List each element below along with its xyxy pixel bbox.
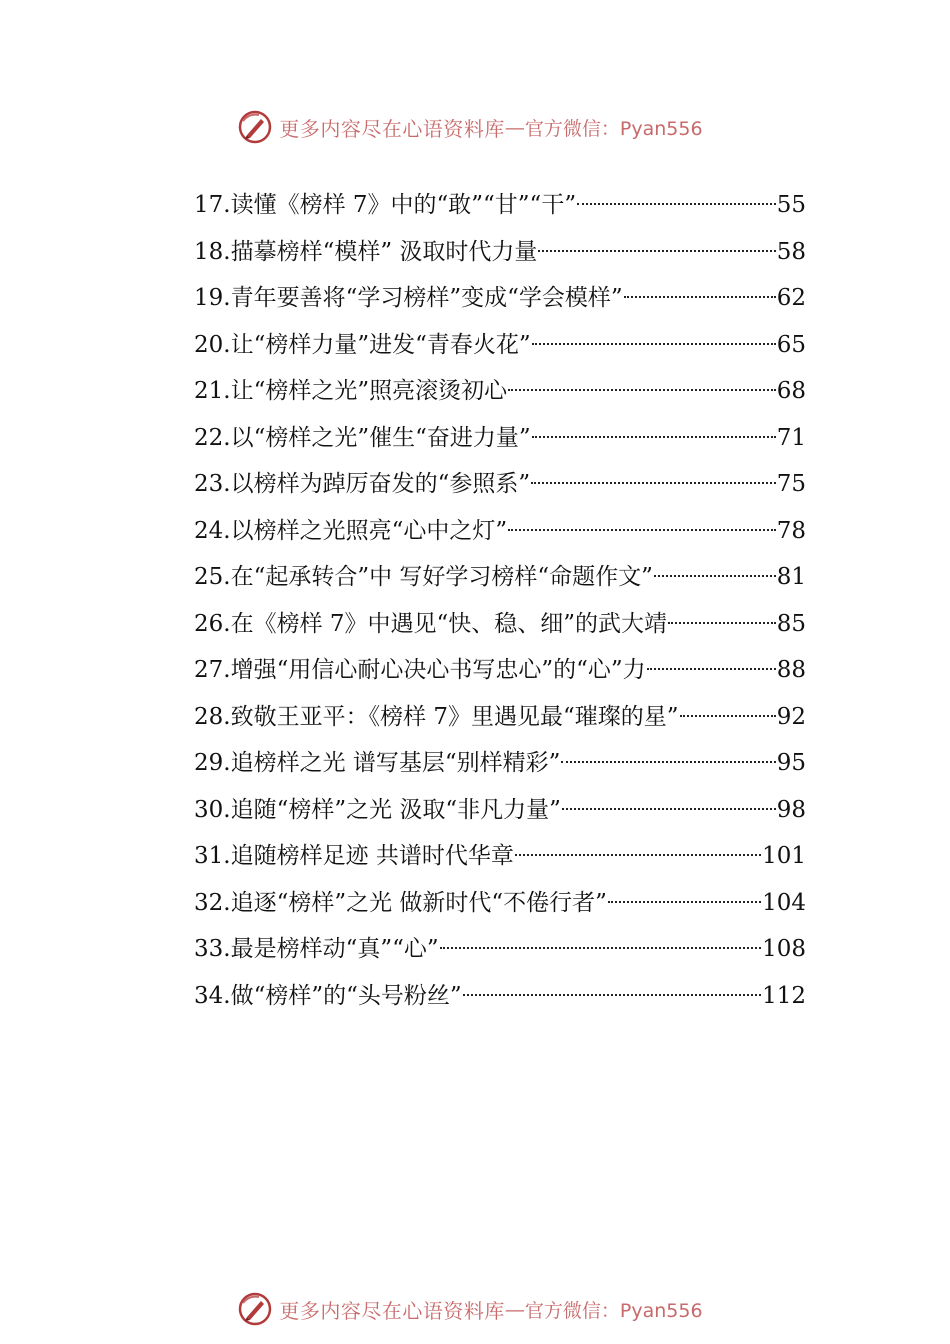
toc-entry[interactable] (194, 368, 806, 415)
toc-entry-page: 108 (762, 936, 806, 962)
dot-leader (608, 901, 761, 903)
toc-entry-title: 21.让“榜样之光”照亮滚烫初心 (194, 378, 508, 404)
toc-entry[interactable] (194, 275, 806, 322)
dot-leader (508, 389, 776, 391)
toc-entry[interactable] (194, 926, 806, 973)
toc-entry-page: 92 (776, 703, 806, 730)
header-banner-text: 更多内容尽在心语资料库 (279, 116, 505, 141)
toc-entry[interactable] (194, 601, 806, 648)
toc-entry[interactable] (194, 694, 806, 741)
toc-entry[interactable] (194, 508, 806, 555)
footer-wechat-label: 官方微信：Pyan556 (524, 1299, 703, 1322)
toc-entry-page: 104 (762, 889, 806, 916)
header-banner-separator: — (504, 115, 525, 139)
dot-leader (624, 296, 776, 298)
toc-entry-title: 17.读懂《榜样 7》中的“敢”“甘”“干” (194, 192, 577, 218)
dot-leader (538, 250, 775, 252)
toc-entry[interactable] (194, 415, 806, 462)
toc-entry-title: 30.追随“榜样”之光 汲取“非凡力量” (194, 796, 561, 823)
toc-entry-title: 18.描摹榜样“模样” 汲取时代力量 (194, 238, 538, 265)
footer-banner (0, 1289, 950, 1329)
toc-entry[interactable] (194, 973, 806, 1020)
toc-entry-page: 62 (776, 285, 806, 311)
header-wechat-label: 官方微信：Pyan556 (524, 117, 703, 140)
toc-entry[interactable] (194, 833, 806, 880)
dot-leader (531, 482, 776, 484)
toc-entry-title: 33.最是榜样动“真”“心” (194, 936, 439, 962)
toc-entry-page: 101 (762, 843, 806, 869)
dot-leader (463, 994, 761, 996)
toc-entry-page: 55 (776, 192, 806, 218)
toc-entry-page: 95 (776, 750, 806, 776)
dot-leader (532, 343, 776, 345)
toc-entry-title: 25.在“起承转合”中 写好学习榜样“命题作文” (194, 564, 653, 590)
toc-entry-title: 26.在《榜样 7》中遇见“快、稳、细”的武大靖 (194, 610, 668, 637)
toc-entry-title: 28.致敬王亚平：《榜样 7》里遇见最“璀璨的星” (194, 703, 679, 730)
toc-entry-page: 98 (776, 796, 806, 823)
footer-banner-separator: — (504, 1297, 525, 1321)
toc-entry[interactable] (194, 461, 806, 508)
dot-leader (515, 854, 761, 856)
toc-entry-page: 81 (776, 564, 806, 590)
toc-entry-page: 68 (776, 378, 806, 404)
dot-leader (561, 761, 775, 763)
toc-entry[interactable] (194, 880, 806, 927)
toc-entry-title: 29.追榜样之光 谱写基层“别样精彩” (194, 750, 561, 776)
dot-leader (577, 203, 776, 205)
dot-leader (680, 715, 776, 717)
toc-entry-page: 112 (762, 982, 806, 1009)
toc-entry-page: 71 (776, 424, 806, 451)
toc-entry[interactable] (194, 787, 806, 834)
pen-logo-icon (237, 109, 273, 145)
dot-leader (654, 575, 776, 577)
dot-leader (647, 668, 776, 670)
toc-entry[interactable] (194, 647, 806, 694)
toc-entry[interactable] (194, 182, 806, 229)
footer-banner-text: 更多内容尽在心语资料库 (279, 1298, 505, 1323)
toc-entry-title: 23.以榜样为踔厉奋发的“参照系” (194, 471, 531, 497)
header-banner (0, 107, 950, 147)
toc-entry[interactable] (194, 322, 806, 369)
toc-entry-page: 85 (776, 610, 806, 637)
toc-entry[interactable] (194, 554, 806, 601)
dot-leader (508, 529, 776, 531)
toc-entry-title: 24.以榜样之光照亮“心中之灯” (194, 517, 508, 544)
toc-entry-page: 78 (776, 517, 806, 544)
toc-entry-page: 65 (776, 331, 806, 358)
toc-entry-page: 75 (776, 471, 806, 497)
toc-entry-title: 19.青年要善将“学习榜样”变成“学会模样” (194, 285, 623, 311)
table-of-contents (194, 182, 806, 1019)
pen-logo-icon (237, 1291, 273, 1327)
toc-entry-page: 88 (776, 657, 806, 683)
toc-entry[interactable] (194, 740, 806, 787)
toc-entry-title: 22.以“榜样之光”催生“奋进力量” (194, 424, 531, 451)
toc-entry-title: 20.让“榜样力量”进发“青春火花” (194, 331, 531, 358)
toc-entry-title: 27.增强“用信心耐心决心书写忠心”的“心”力 (194, 657, 646, 683)
toc-entry-title: 31.追随榜样足迹 共谱时代华章 (194, 843, 514, 869)
dot-leader (668, 622, 776, 624)
dot-leader (562, 808, 776, 810)
toc-entry[interactable] (194, 229, 806, 276)
toc-entry-title: 32.追逐“榜样”之光 做新时代“不倦行者” (194, 889, 607, 916)
dot-leader (440, 947, 761, 949)
toc-entry-title: 34.做“榜样”的“头号粉丝” (194, 982, 462, 1009)
dot-leader (532, 436, 776, 438)
toc-entry-page: 58 (776, 238, 806, 265)
